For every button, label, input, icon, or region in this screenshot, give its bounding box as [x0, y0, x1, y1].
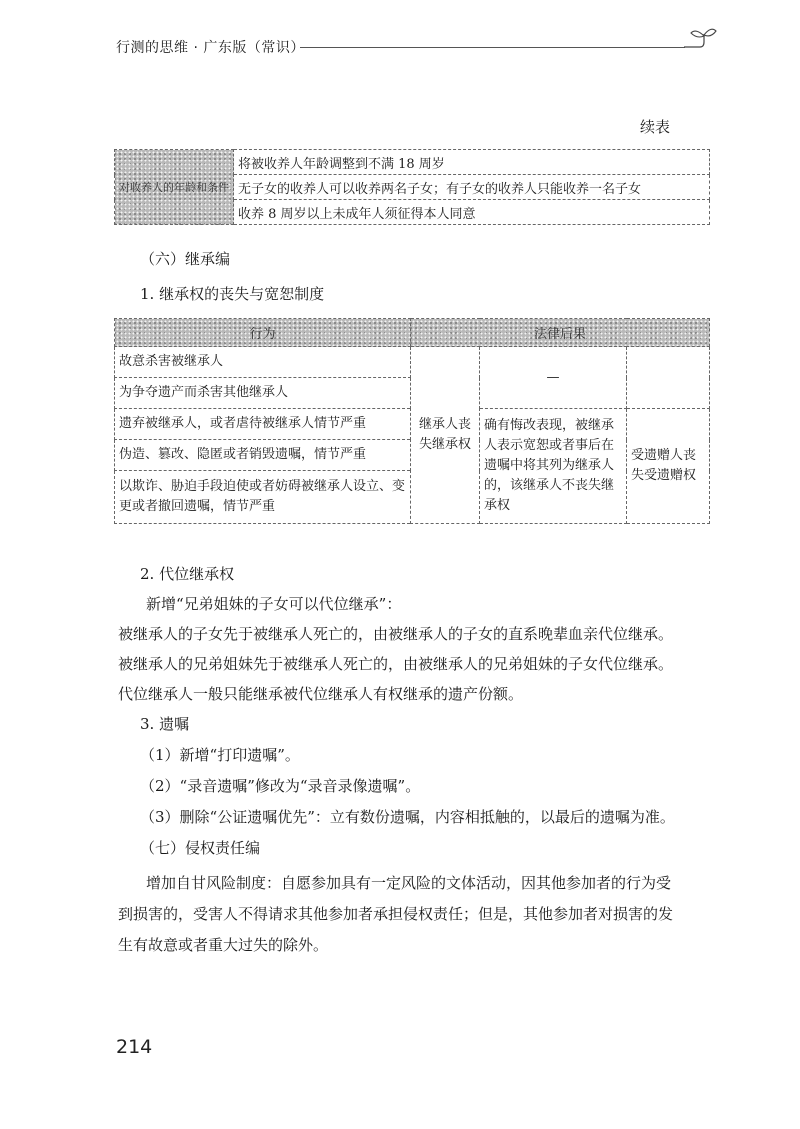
act-row-4: 伪造、篡改、隐匿或者销毁遗嘱，情节严重 — [115, 440, 411, 471]
adoption-table — [114, 149, 710, 225]
section7-line-2: 到损害的，受害人不得请求其他参加者承担侵权责任；但是，其他参加者对损害的发 — [118, 905, 674, 923]
sub2-paragraph-1: 新增“兄弟姐妹的子女可以代位继承”： — [146, 595, 402, 613]
running-title: 行测的思维 · 广东版（常识） — [116, 40, 305, 56]
sub1-heading: 1. 继承权的丧失与宽恕制度 — [140, 285, 325, 303]
section7-line-1: 增加自甘风险制度：自愿参加具有一定风险的文体活动，因其他参加者的行为受 — [146, 874, 672, 892]
section7-line-3: 生有故意或者重大过失的除外。 — [118, 936, 329, 954]
header-consequence: 法律后果 — [411, 319, 710, 347]
sub2-heading: 2. 代位继承权 — [140, 565, 235, 583]
sub2-paragraph-4: 代位继承人一般只能继承被代位继承人有权继承的遗产份额。 — [118, 685, 524, 703]
sub3-item-3: （3）删除“公证遗嘱优先”：立有数份遗嘱，内容相抵触的，以最后的遗嘱为准。 — [140, 808, 675, 826]
sub3-item-1: （1）新增“打印遗嘱”。 — [140, 746, 300, 764]
consequence-bequest: 受遗赠人丧失受遗赠权 — [627, 409, 710, 524]
adoption-row-1: 将被收养人年龄调整到不满 18 周岁 — [234, 150, 710, 175]
act-row-3: 遗弃被继承人，或者虐待被继承人情节严重 — [115, 409, 411, 440]
adoption-row-label: 对收养人的年龄和条件 — [115, 150, 234, 225]
consequence-forgive: 确有悔改表现，被继承人表示宽恕或者事后在遗嘱中将其列为继承人的，该继承人不丧失继承权 — [480, 409, 627, 524]
sub3-heading: 3. 遗嘱 — [140, 715, 190, 733]
inheritance-table — [114, 318, 710, 524]
page-number: 214 — [116, 1036, 153, 1058]
act-row-2: 为争夺遗产而杀害其他继承人 — [115, 378, 411, 409]
act-row-1: 故意杀害被继承人 — [115, 347, 411, 378]
continued-label: 续表 — [640, 118, 671, 136]
act-row-5: 以欺诈、胁迫手段迫使或者妨碍被继承人设立、变更或者撤回遗嘱，情节严重 — [115, 471, 411, 524]
adoption-row-2: 无子女的收养人可以收养两名子女；有子女的收养人只能收养一名子女 — [234, 175, 710, 200]
consequence-empty — [627, 347, 710, 409]
adoption-row-3: 收养 8 周岁以上未成年人须征得本人同意 — [234, 200, 710, 225]
header-act: 行为 — [115, 319, 411, 347]
header-rule — [300, 47, 685, 48]
section7-heading: （七）侵权责任编 — [140, 839, 261, 857]
sub3-item-2: （2）“录音遗嘱”修改为“录音录像遗嘱”。 — [140, 777, 421, 795]
sub2-paragraph-2: 被继承人的子女先于被继承人死亡的，由被继承人的子女的直系晚辈血亲代位继承。 — [118, 625, 674, 643]
section6-heading: （六）继承编 — [140, 250, 231, 268]
consequence-dash: — — [480, 347, 627, 409]
consequence-lose: 继承人丧失继承权 — [411, 347, 480, 524]
sub2-paragraph-3: 被继承人的兄弟姐妹先于被继承人死亡的，由被继承人的兄弟姐妹的子女代位继承。 — [118, 655, 674, 673]
sprout-icon — [682, 24, 718, 50]
